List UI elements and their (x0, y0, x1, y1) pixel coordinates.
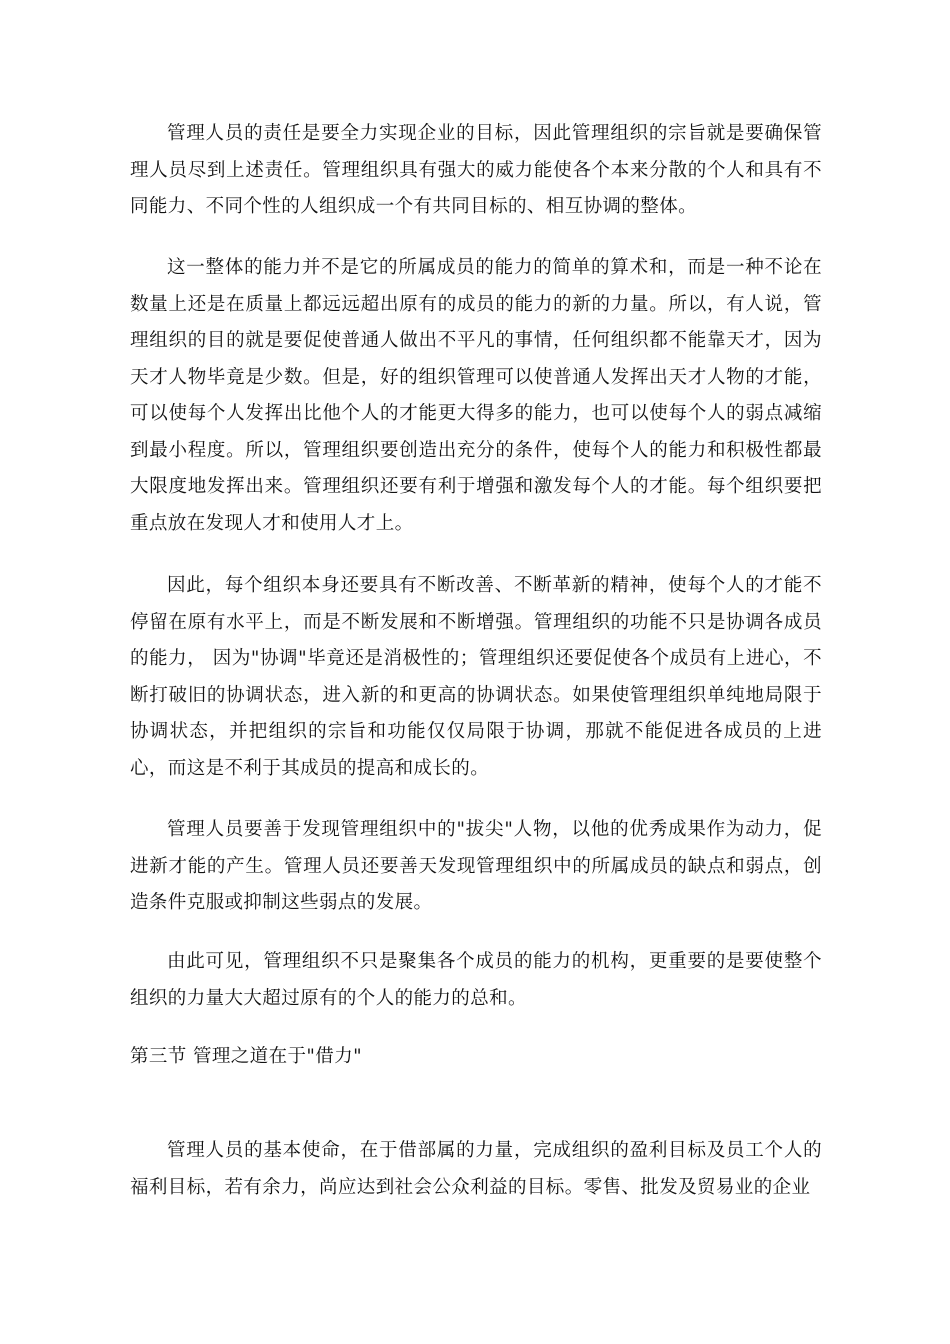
paragraph-discover-talent: 管理人员要善于发现管理组织中的"拔尖"人物，以他的优秀成果作为动力，促进新才能的产生。管理人员还要善天发现管理组织中的所属成员的缺点和弱点，创造条件克服或抑制这些弱点的发展。 (130, 819, 822, 913)
paragraph-basic-mission: 管理人员的基本使命，在于借部属的力量，完成组织的盈利目标及员工个人的福利目标，若有余力，尚应达到社会公众利益的目标。零售、批发及贸易业的企业 (130, 1140, 822, 1198)
section-heading: 第三节 管理之道在于"借力" (130, 1046, 363, 1067)
paragraph-collective-ability: 这一整体的能力并不是它的所属成员的能力的简单的算术和，而是一种不论在数量上还是在质量上都远远超出原有的成员的能力的新的力量。所以，有人说，管理组织的目的就是要促使普通人做出不平凡的事情，任何组织都不能靠天才，因为天才人物毕竟是少数。但是，好的组织管理可以使普通人发挥出天才人物的才能，可以使每个人发挥出比他个人的才能更大得多的能力，也可以使每个人的弱点减缩到最小程度。所以，管理组织要创造出充分的条件，使每个人的能力和积极性都最大限度地发挥出来。管理组织还要有利于增强和激发每个人的才能。每个组织要把重点放在发现人才和使用人才上。 (130, 257, 822, 534)
paragraph-manager-responsibility: 管理人员的责任是要全力实现企业的目标，因此管理组织的宗旨就是要确保管理人员尽到上述责任。管理组织具有强大的威力能使各个本来分散的个人和具有不同能力、不同个性的人组织成一个有共同目标的、相互协调的整体。 (130, 123, 822, 217)
paragraph-continuous-improvement: 因此，每个组织本身还要具有不断改善、不断革新的精神，使每个人的才能不停留在原有水平上，而是不断发展和不断增强。管理组织的功能不只是协调各成员的能力， 因为"协调"毕竟还是消极性的；管理组织还要促使各个成员有上进心，不断打破旧的协调状态，进入新的和更高的协调状态。如果使管理组织单纯地局限于协调状态，并把组织的宗旨和功能仅仅局限于协调，那就不能促进各成员的上进心，而这是不利于其成员的提高和成长的。 (130, 575, 822, 779)
paragraph-conclusion: 由此可见，管理组织不只是聚集各个成员的能力的机构，更重要的是要使整个组织的力量大大超过原有的个人的能力的总和。 (130, 951, 822, 1009)
